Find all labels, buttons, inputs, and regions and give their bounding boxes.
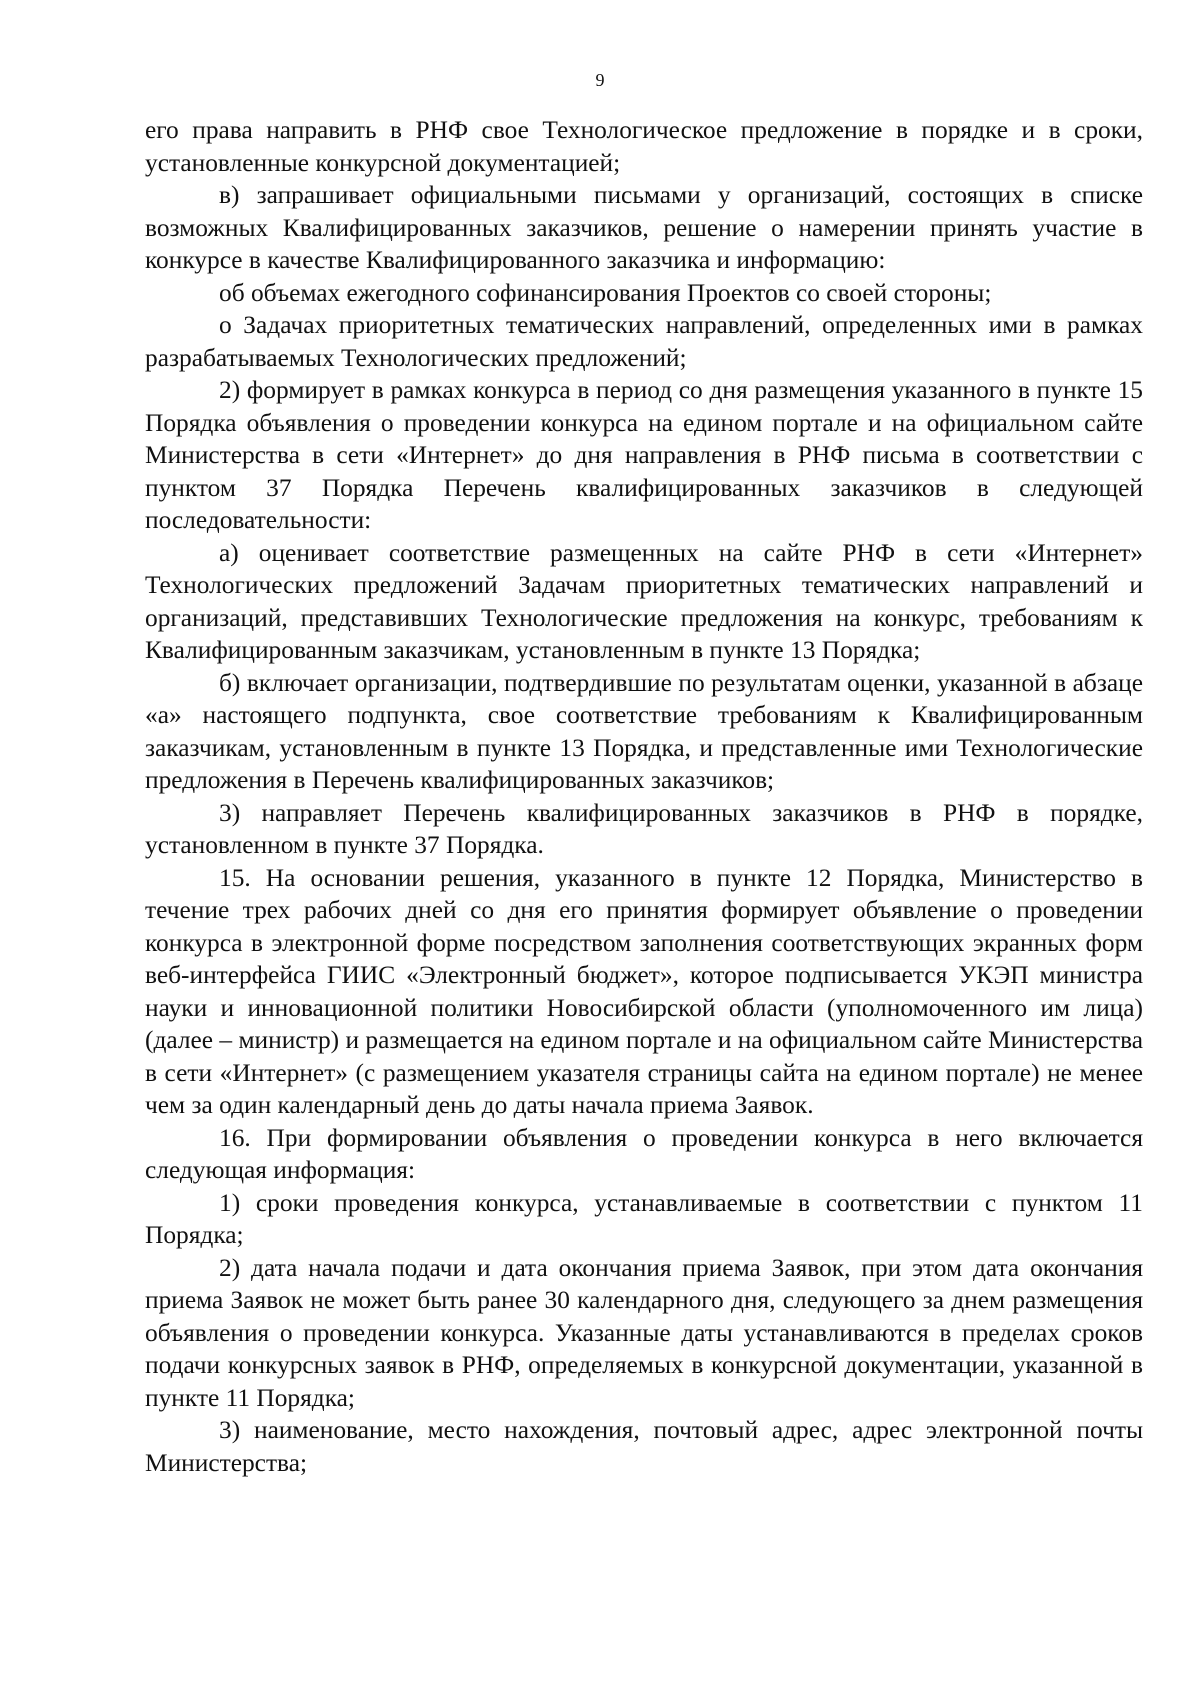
- paragraph-item-a: а) оценивает соответствие размещенных на сайте РНФ в сети «Интернет» Технологических предложений Задачам приоритетных тематических направлений и организаций, представивших Технологические предложения на конкурс, требованиям к Квалифицированным заказчикам, установленным в пункте 13 Порядка;: [145, 538, 1143, 664]
- paragraph-cofinancing: об объемах ежегодного софинансирования Проектов со своей стороны;: [219, 278, 992, 307]
- paragraph-item-v: в) запрашивает официальными письмами у организаций, состоящих в списке возможных Квалифицированных заказчиков, решение о намерении принять участие в конкурсе в качестве Квалифицированного заказчика и информацию:: [145, 181, 1143, 274]
- paragraph-item-2: 2) формирует в рамках конкурса в период со дня размещения указанного в пункте 15 Порядка объявления о проведении конкурса на едином портале и на официальном сайте Министерства в сети «Интернет» до дня направления в РНФ письма в соответствии с пунктом 37 Порядка Перечень квалифицированных заказчиков в следующей последовательности:: [145, 376, 1143, 534]
- document-body: [145, 114, 1143, 1479]
- paragraph-tasks: о Задачах приоритетных тематических направлений, определенных ими в рамках разрабатываемых Технологических предложений;: [145, 311, 1143, 372]
- paragraph-continuation: его права направить в РНФ свое Технологическое предложение в порядке и в сроки, установленные конкурсной документацией;: [145, 116, 1143, 177]
- paragraph-16-item-1: 1) сроки проведения конкурса, устанавливаемые в соответствии с пунктом 11 Порядка;: [145, 1188, 1143, 1249]
- paragraph-16-item-2: 2) дата начала подачи и дата окончания приема Заявок, при этом дата окончания приема Заявок не может быть ранее 30 календарного дня, следующего за днем размещения объявления о проведении конкурса. Указанные даты устанавливаются в пределах сроков подачи конкурсных заявок в РНФ, определяемых в конкурсной документации, указанной в пункте 11 Порядка;: [145, 1253, 1143, 1412]
- paragraph-16-item-3: 3) наименование, место нахождения, почтовый адрес, адрес электронной почты Министерства;: [145, 1416, 1143, 1477]
- paragraph-section-16: 16. При формировании объявления о проведении конкурса в него включается следующая информация:: [145, 1123, 1143, 1184]
- paragraph-item-b: б) включает организации, подтвердившие по результатам оценки, указанной в абзаце «а» настоящего подпункта, свое соответствие требованиям к Квалифицированным заказчикам, установленным в пункте 13 Порядка, и представленные ими Технологические предложения в Перечень квалифицированных заказчиков;: [145, 668, 1143, 794]
- page-number: 9: [595, 70, 605, 90]
- paragraph-section-15: 15. На основании решения, указанного в пункте 12 Порядка, Министерство в течение трех рабочих дней со дня его принятия формирует объявление о проведении конкурса в электронной форме посредством заполнения соответствующих экранных форм веб-интерфейса ГИИС «Электронный бюджет», которое подписывается УКЭП министра науки и инновационной политики Новосибирской области (уполномоченного им лица) (далее – министр) и размещается на едином портале и на официальном сайте Министерства в сети «Интернет» (с размещением указателя страницы сайта на едином портале) не менее чем за один календарный день до даты начала приема Заявок.: [145, 863, 1143, 1119]
- paragraph-item-3: 3) направляет Перечень квалифицированных заказчиков в РНФ в порядке, установленном в пункте 37 Порядка.: [145, 798, 1143, 859]
